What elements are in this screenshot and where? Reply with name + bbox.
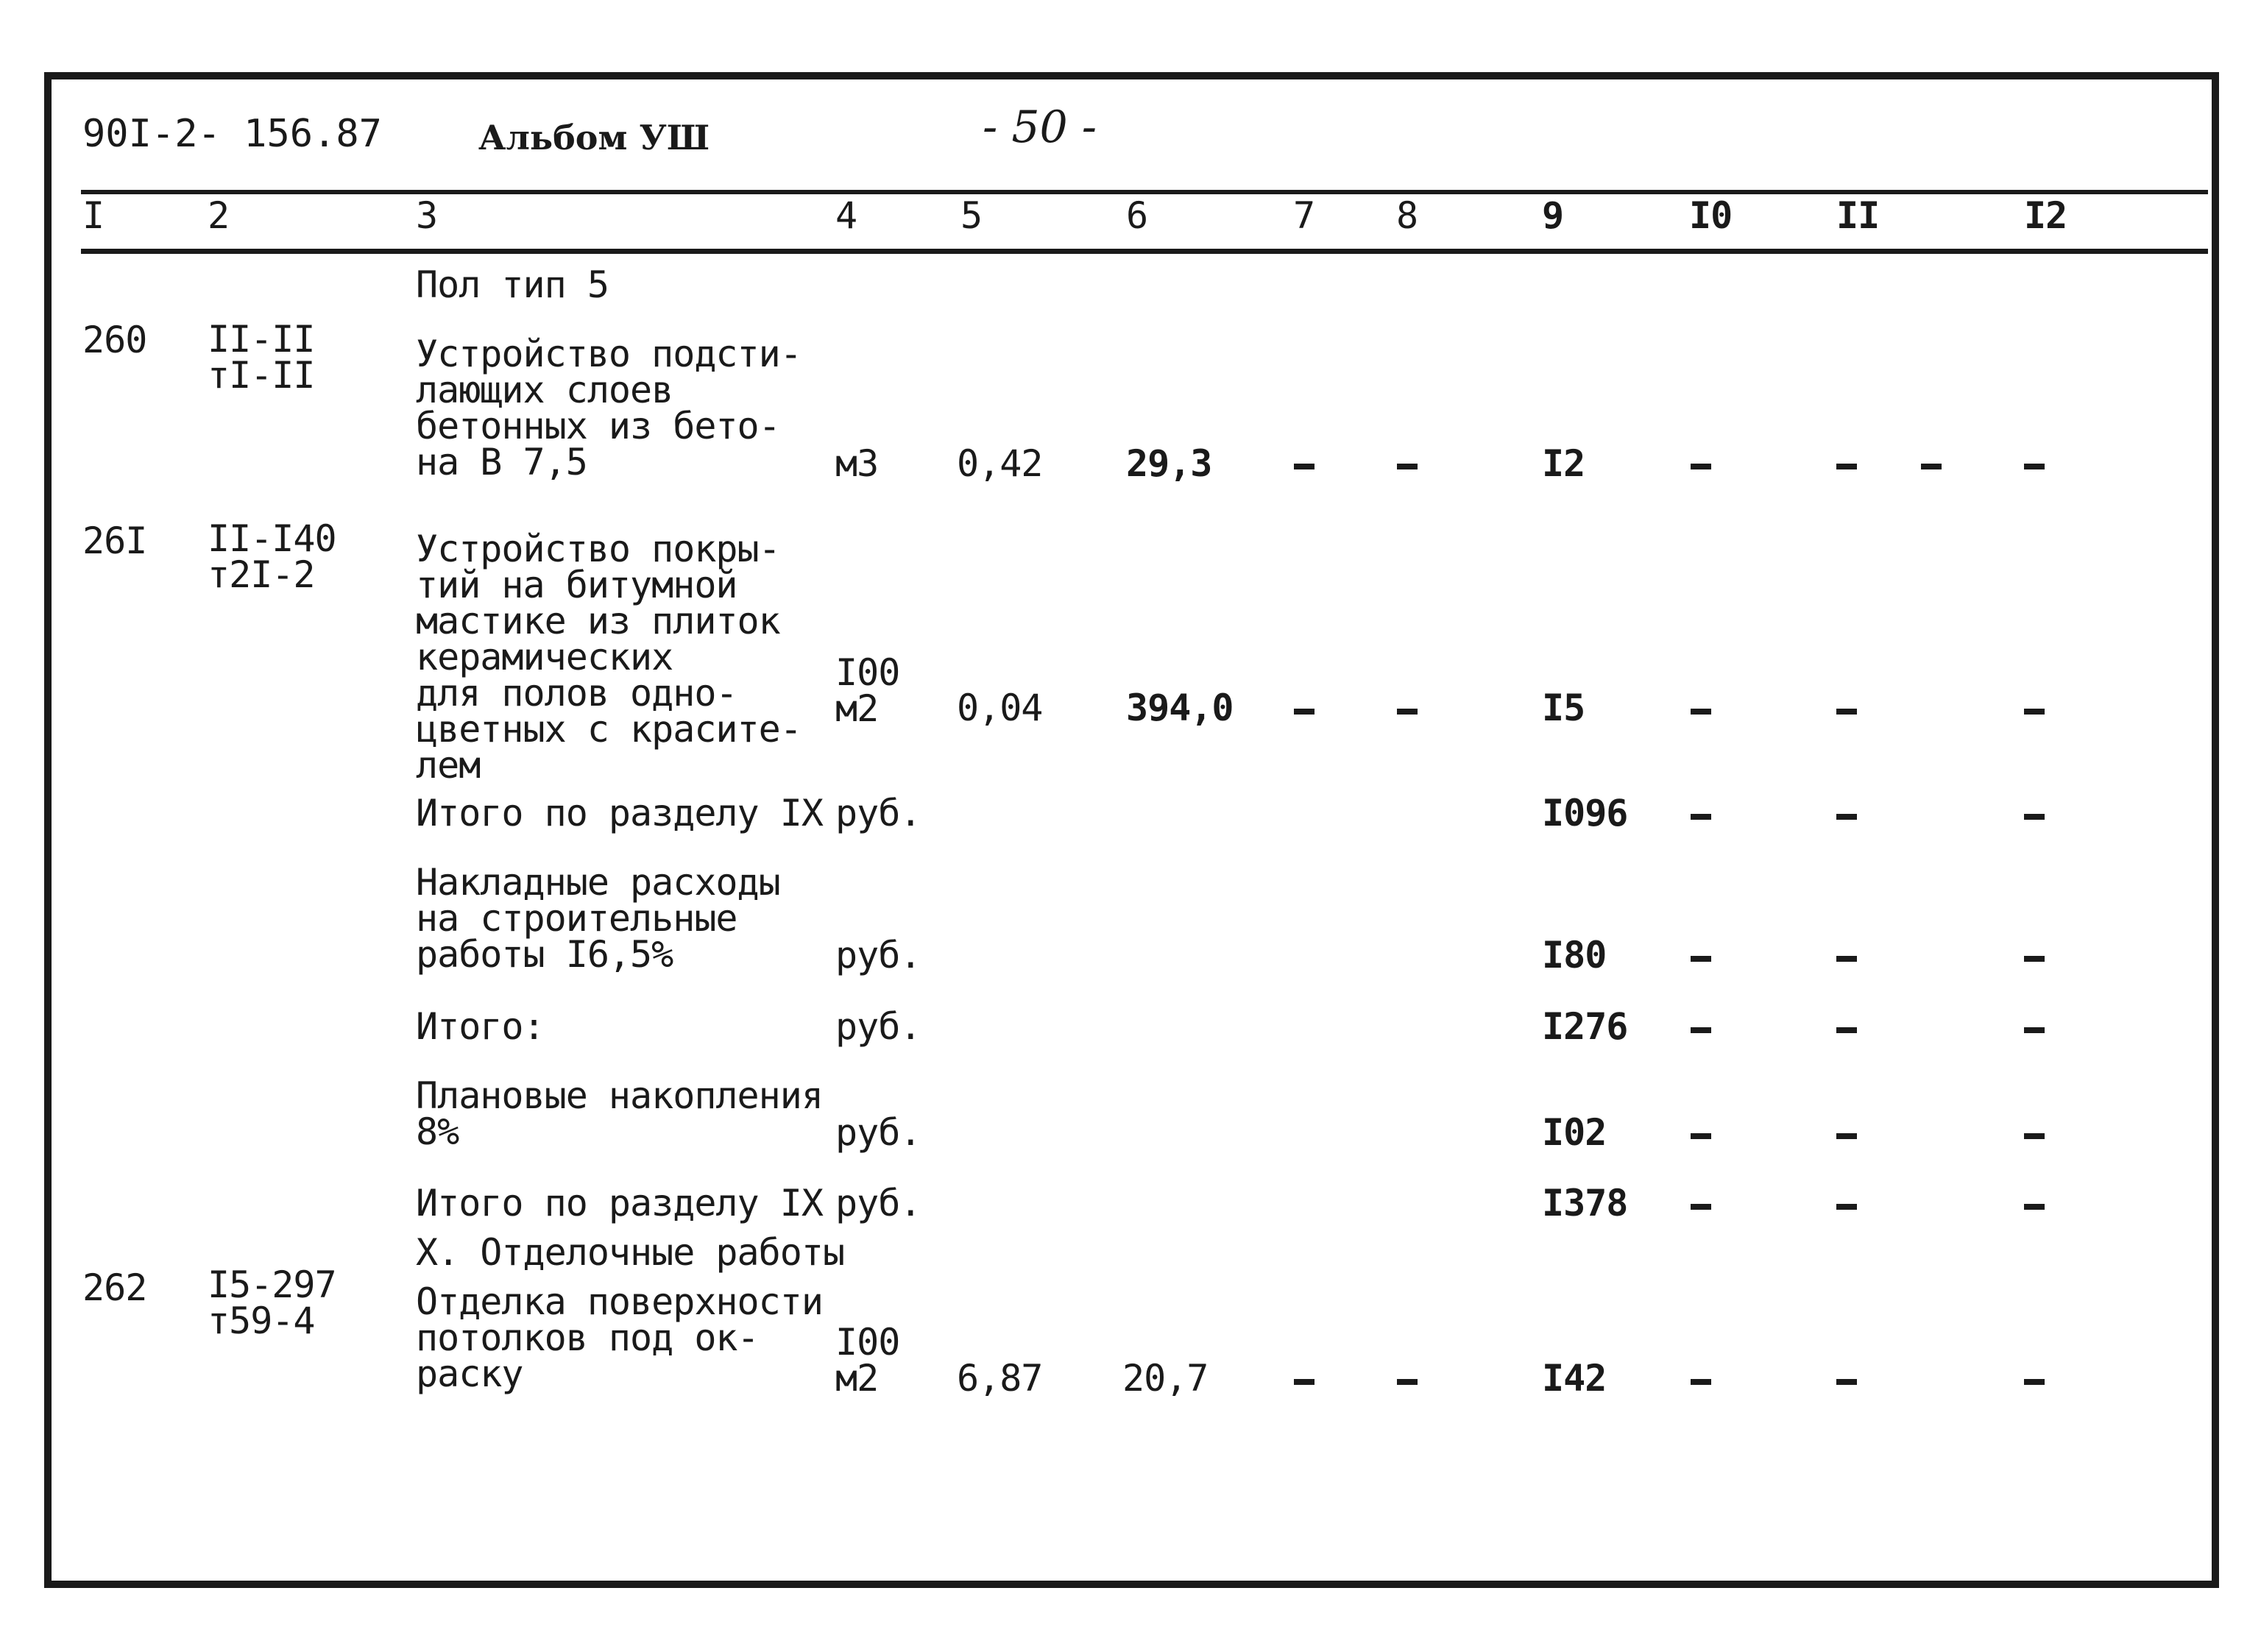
- section-ix-total-unit: руб.: [835, 1182, 921, 1224]
- row-260-c7: [1294, 464, 1315, 469]
- row-261-c9: I5: [1542, 687, 1585, 729]
- row-262-num: 262: [82, 1266, 147, 1309]
- planned-c11: [1836, 1133, 1857, 1139]
- subtotal-ix-unit: руб.: [835, 792, 921, 834]
- col-header-4: 4: [835, 194, 857, 237]
- row-262-c10: [1691, 1379, 1711, 1385]
- row-261-c7: [1294, 709, 1315, 715]
- planned-c9: I02: [1542, 1111, 1607, 1154]
- overhead-c12: [2024, 956, 2045, 962]
- section-ix-total-c12: [2024, 1204, 2045, 1210]
- row-261-qty: 0,04: [957, 687, 1043, 729]
- row-262-c8: [1397, 1379, 1418, 1385]
- row-260-code: II-II тI-II: [208, 318, 315, 397]
- subtotal-ix-c12: [2024, 814, 2045, 820]
- planned-c12: [2024, 1133, 2045, 1139]
- row-262-unit: I00 м2: [835, 1321, 900, 1400]
- row-261-c11: [1836, 709, 1857, 715]
- planned-desc: Плановые накопления 8%: [416, 1074, 823, 1153]
- row-262-price: 20,7: [1122, 1357, 1209, 1400]
- doc-code: 90I-2- 156.87: [82, 112, 382, 156]
- row-262-code: I5-297 т59-4: [208, 1263, 336, 1342]
- overhead-c10: [1691, 956, 1711, 962]
- subtotal-ix-c9: I096: [1542, 792, 1628, 834]
- row-260-c9: I2: [1542, 442, 1585, 485]
- total-c11: [1836, 1027, 1857, 1033]
- row-261-num: 26I: [82, 520, 147, 562]
- total-desc: Итого:: [416, 1005, 545, 1048]
- section-x-title: Х. Отделочные работы: [416, 1231, 845, 1274]
- row-261-desc: Устройство покры- тий на битумной мастике из плиток керамических для полов одно- цветных с красите- лем: [416, 528, 802, 787]
- row-262-c11: [1836, 1379, 1857, 1385]
- col-header-1: I: [82, 194, 105, 237]
- col-header-11: II: [1836, 194, 1880, 237]
- subtotal-ix-c10: [1691, 814, 1711, 820]
- col-header-10: I0: [1689, 194, 1733, 237]
- row-262-desc: Отделка поверхности потолков под ок- раску: [416, 1280, 823, 1395]
- row-260-c10: [1691, 464, 1711, 469]
- row-262-qty: 6,87: [957, 1357, 1043, 1400]
- total-c12: [2024, 1027, 2045, 1033]
- planned-c10: [1691, 1133, 1711, 1139]
- section-ix-total-desc: Итого по разделу IX: [416, 1182, 823, 1224]
- col-header-7: 7: [1293, 194, 1315, 237]
- row-260-unit: м3: [835, 442, 879, 485]
- row-261-unit: I00 м2: [835, 651, 900, 730]
- subtotal-ix-c11: [1836, 814, 1857, 820]
- row-260-c11b: [1921, 464, 1942, 469]
- row-260-c8: [1397, 464, 1418, 469]
- subtotal-ix-desc: Итого по разделу IX: [416, 792, 823, 834]
- section-ix-total-c10: [1691, 1204, 1711, 1210]
- row-261-price: 394,0: [1126, 687, 1234, 729]
- row-262-c12: [2024, 1379, 2045, 1385]
- row-261-code: II-I40 т2I-2: [208, 517, 336, 596]
- row-260-c11a: [1836, 464, 1857, 469]
- planned-unit: руб.: [835, 1111, 921, 1154]
- col-header-9: 9: [1542, 194, 1564, 237]
- col-header-3: 3: [416, 194, 438, 237]
- col-header-12: I2: [2024, 194, 2067, 237]
- row-261-c10: [1691, 709, 1711, 715]
- row-260-desc: Устройство подсти- лающих слоев бетонных из бето- на В 7,5: [416, 333, 802, 483]
- row-262-c7: [1294, 1379, 1315, 1385]
- section-ix-total-c11: [1836, 1204, 1857, 1210]
- row-261-c8: [1397, 709, 1418, 715]
- row-262-c9: I42: [1542, 1357, 1607, 1400]
- col-header-2: 2: [208, 194, 230, 237]
- total-unit: руб.: [835, 1005, 921, 1048]
- row-261-c12: [2024, 709, 2045, 715]
- overhead-unit: руб.: [835, 934, 921, 976]
- row-260-qty: 0,42: [957, 442, 1043, 485]
- total-c10: [1691, 1027, 1711, 1033]
- col-header-6: 6: [1126, 194, 1148, 237]
- section-title: Пол тип 5: [416, 263, 609, 306]
- album-label: Альбом УШ: [478, 118, 710, 157]
- overhead-desc: Накладные расходы на строительные работы I6,5%: [416, 861, 780, 976]
- section-ix-total-c9: I378: [1542, 1182, 1628, 1224]
- overhead-c9: I80: [1542, 934, 1607, 976]
- header-rule-bottom: [81, 249, 2208, 254]
- row-260-price: 29,3: [1126, 442, 1212, 485]
- row-260-c12: [2024, 464, 2045, 469]
- col-header-8: 8: [1396, 194, 1418, 237]
- total-c9: I276: [1542, 1005, 1628, 1048]
- row-260-num: 260: [82, 319, 147, 361]
- overhead-c11: [1836, 956, 1857, 962]
- col-header-5: 5: [960, 194, 983, 237]
- page-number: - 50 -: [983, 102, 1097, 153]
